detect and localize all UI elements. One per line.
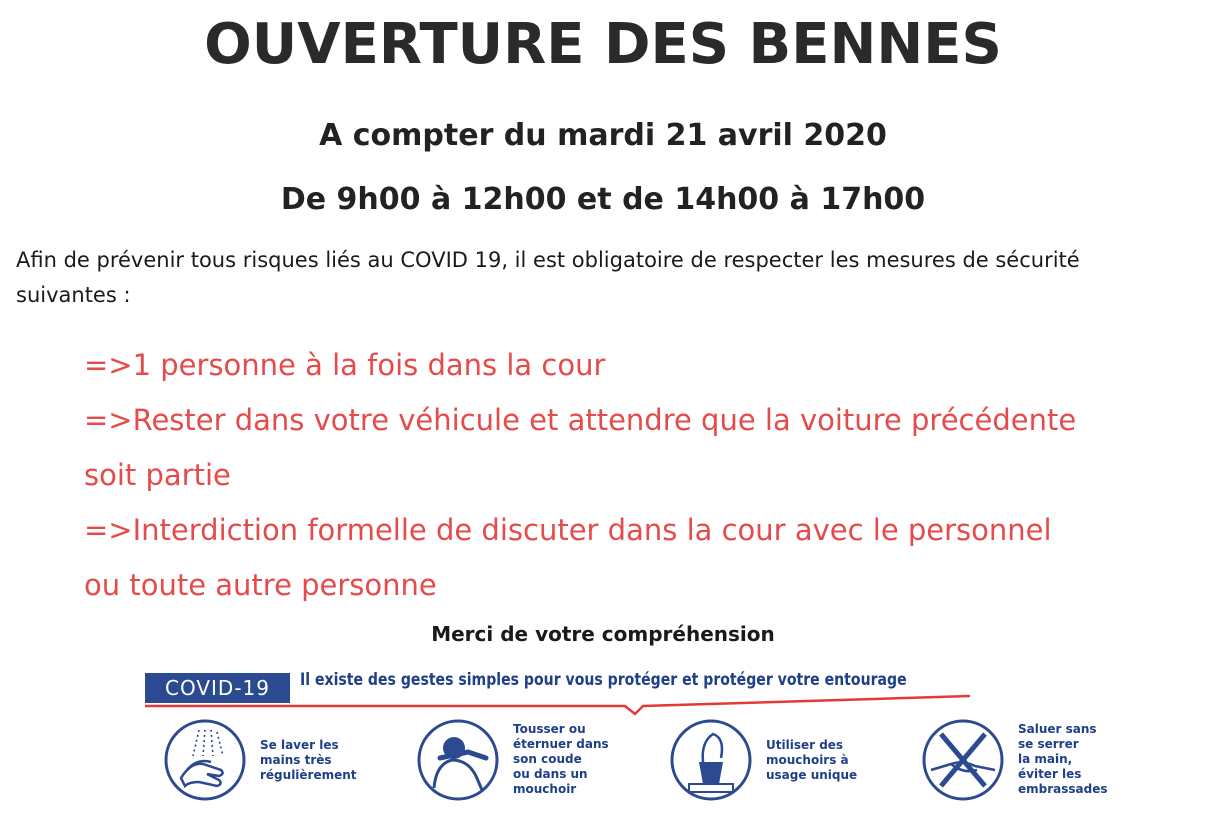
gesture-cough-elbow [416,718,616,818]
safety-rules [84,338,1199,613]
intro-paragraph [16,243,1196,313]
cough-elbow-icon [416,718,500,802]
rule-line: =>Rester dans votre véhicule et attendre que la voiture précédente [84,403,1077,437]
gesture-label: Saluer sans se serrer la main, éviter les embrassades [1018,722,1108,796]
banner-underline [145,690,975,716]
gesture-label: Se laver les mains très régulièrement [260,738,357,782]
gesture-tissue [669,718,869,818]
rule-line: ou toute autre personne [84,568,437,602]
tissue-icon [669,718,753,802]
gesture-hand-washing [163,718,363,818]
covid-banner-text: Il existe des gestes simples pour vous protéger et protéger votre entourage [300,670,907,690]
rule-line: =>Interdiction formelle de discuter dans la cour avec le personnel [84,513,1052,547]
intro-line: suivantes : [16,283,131,307]
start-date: A compter du mardi 21 avril 2020 [319,118,887,153]
rule-line: soit partie [84,458,231,492]
gesture-label: Tousser ou éternuer dans son coude ou dans un mouchoir [513,722,609,796]
opening-hours: De 9h00 à 12h00 et de 14h00 à 17h00 [280,182,926,217]
no-handshake-icon [921,718,1005,802]
page-title: OUVERTURE DES BENNES [204,12,1002,77]
covid-badge: COVID-19 [145,673,290,703]
rule-line: =>1 personne à la fois dans la cour [84,348,606,382]
gesture-label: Utiliser des mouchoirs à usage unique [766,738,858,782]
intro-line: Afin de prévenir tous risques liés au COVID 19, il est obligatoire de respecter les mesures de sécurité [16,248,1080,272]
thanks-text: Merci de votre compréhension [431,622,775,646]
gesture-no-handshake [921,718,1121,818]
hand-washing-icon [163,718,247,802]
